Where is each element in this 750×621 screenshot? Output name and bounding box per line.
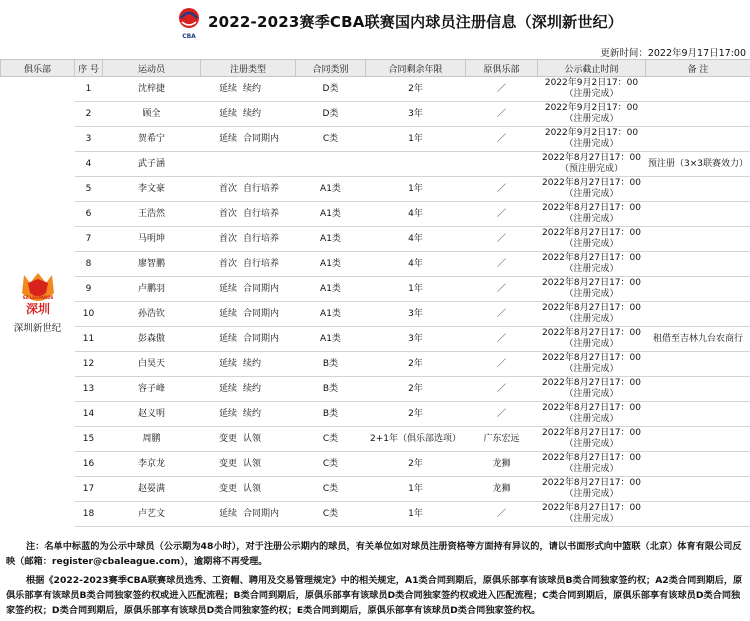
cell-player: 王浩然 [103,202,201,227]
cell-no: 17 [75,477,103,502]
cell-deadline [538,127,646,152]
cell-no: 13 [75,377,103,402]
column-header: 序 号 [75,60,103,77]
cell-remark [646,227,750,252]
page-title: 2022-2023赛季CBA联赛国内球员注册信息（深圳新世纪） [208,13,623,31]
cell-contract: C类 [296,127,366,152]
cell-contract: C类 [296,477,366,502]
cell-contract: C类 [296,427,366,452]
reg-type: 延续 [218,133,237,144]
notes-section [0,539,750,618]
reg-type: 变更 [218,433,237,444]
cell-remark: 预注册（3×3联赛效力） [646,152,750,177]
cell-player: 武子涵 [103,152,201,177]
club-logo-sub: SZ LEOPARDS [22,295,53,301]
cell-remark [646,202,750,227]
cell-years: 2年 [366,402,466,427]
reg-subtype: 自行培养 [243,258,280,269]
cell-deadline [538,77,646,102]
deadline-date: 2022年8月27日17：00 [542,503,641,513]
cell-reg-type [201,452,296,477]
reg-type: 变更 [218,458,237,469]
title-bar [0,0,750,44]
cell-reg-type [201,252,296,277]
cell-player: 李京龙 [103,452,201,477]
cell-player: 马明坤 [103,227,201,252]
cell-prev-club: ／ [466,402,538,427]
cell-no: 12 [75,352,103,377]
column-header: 俱乐部 [1,60,75,77]
reg-type: 延续 [218,308,237,319]
cell-deadline [538,477,646,502]
table-row [1,302,750,327]
cell-years: 3年 [366,102,466,127]
table-header-row [1,60,750,77]
cell-player: 赵晏满 [103,477,201,502]
cell-contract: A1类 [296,227,366,252]
cell-prev-club: ／ [466,102,538,127]
reg-type: 延续 [218,108,237,119]
reg-subtype: 合同期内 [243,133,280,144]
cell-remark [646,127,750,152]
deadline-date: 2022年8月27日17：00 [542,153,641,163]
reg-subtype: 自行培养 [243,183,280,194]
cell-prev-club: ／ [466,302,538,327]
cell-years: 1年 [366,177,466,202]
cell-years: 2年 [366,377,466,402]
cell-remark [646,352,750,377]
column-header: 注册类型 [201,60,296,77]
deadline-status: （注册完成） [564,139,619,149]
cell-years: 2年 [366,352,466,377]
cell-prev-club: ／ [466,127,538,152]
table-row [1,477,750,502]
cell-contract: A1类 [296,327,366,352]
cell-prev-club: ／ [466,202,538,227]
reg-type: 延续 [218,83,237,94]
cell-contract: A1类 [296,302,366,327]
cell-deadline [538,302,646,327]
cell-years: 2年 [366,77,466,102]
cell-years: 4年 [366,202,466,227]
deadline-date: 2022年8月27日17：00 [542,228,641,238]
deadline-date: 2022年8月27日17：00 [542,353,641,363]
cell-prev-club: 广东宏远 [466,427,538,452]
deadline-date: 2022年8月27日17：00 [542,278,641,288]
table-row [1,427,750,452]
reg-subtype: 续约 [243,408,262,419]
cell-deadline [538,202,646,227]
deadline-status: （注册完成） [564,514,619,524]
table-row [1,277,750,302]
cell-player: 贺希宁 [103,127,201,152]
reg-subtype: 续约 [243,108,262,119]
cell-deadline [538,277,646,302]
cell-contract: A1类 [296,177,366,202]
table-row [1,327,750,352]
cell-deadline [538,352,646,377]
cba-logo-text: CBA [182,33,196,40]
cell-deadline [538,452,646,477]
cell-prev-club: 龙狮 [466,477,538,502]
table-row [1,252,750,277]
cell-years [366,152,466,177]
club-logo-text: 深圳 [25,302,50,317]
cell-contract: A1类 [296,277,366,302]
reg-type: 首次 [218,233,237,244]
reg-type: 首次 [218,183,237,194]
cell-prev-club [466,152,538,177]
cell-remark [646,477,750,502]
cell-deadline [538,427,646,452]
cell-deadline [538,177,646,202]
note-regulation: 根据《2022-2023赛季CBA联赛球员选秀、工资帽、聘用及交易管理规定》中的相关规定，A1类合同到期后，原俱乐部享有该球员B类合同独家签约权；A2类合同到期后，原俱乐部享有该球员B类合同独家签约权或进入匹配流程；B类合同到期后，原俱乐部享有该球员D类合同独家签约权或进入匹配流程；C类合同到期后，原俱乐部享有该球员D类合同独家签约权；D类合同到期后，原俱乐部享有该球员D类合同独家签约权；E类合同到期后，原俱乐部享有该球员D类合同独家签约权。 [6,575,743,616]
cell-remark [646,277,750,302]
cell-remark [646,427,750,452]
cell-deadline [538,402,646,427]
cell-deadline [538,227,646,252]
cell-reg-type [201,102,296,127]
deadline-date: 2022年9月2日17：00 [544,103,639,113]
column-header: 备 注 [646,60,750,77]
deadline-status: （注册完成） [564,364,619,374]
cell-player: 周鹏 [103,427,201,452]
table-row [1,227,750,252]
reg-subtype: 续约 [243,358,262,369]
deadline-date: 2022年8月27日17：00 [542,203,641,213]
deadline-date: 2022年8月27日17：00 [542,303,641,313]
cell-player: 赵义明 [103,402,201,427]
deadline-status: （注册完成） [564,264,619,274]
cell-years: 3年 [366,327,466,352]
cell-years: 2年 [366,452,466,477]
column-header: 原俱乐部 [466,60,538,77]
cell-reg-type [201,277,296,302]
cell-years: 3年 [366,302,466,327]
deadline-date: 2022年8月27日17：00 [542,478,641,488]
cell-contract: A1类 [296,202,366,227]
cell-prev-club: ／ [466,77,538,102]
cell-player: 卢鹏羽 [103,277,201,302]
deadline-date: 2022年8月27日17：00 [542,328,641,338]
cell-no: 14 [75,402,103,427]
club-logo-icon [14,269,62,317]
reg-subtype: 合同期内 [243,508,280,519]
cell-years: 1年 [366,477,466,502]
cell-reg-type [201,177,296,202]
cell-prev-club: ／ [466,227,538,252]
cell-reg-type [201,477,296,502]
cell-reg-type [201,402,296,427]
cell-contract: B类 [296,352,366,377]
deadline-status: （注册完成） [564,464,619,474]
cba-logo-icon [177,6,201,40]
club-name: 深圳新世纪 [13,323,62,335]
reg-subtype: 续约 [243,83,262,94]
table-body [1,77,750,527]
cell-reg-type [201,327,296,352]
deadline-status: （注册完成） [564,114,619,124]
cell-prev-club: ／ [466,177,538,202]
cell-remark [646,252,750,277]
deadline-status: （注册完成） [564,214,619,224]
cell-contract: B类 [296,402,366,427]
cell-remark [646,302,750,327]
cell-prev-club: ／ [466,502,538,527]
deadline-date: 2022年8月27日17：00 [542,453,641,463]
column-header: 公示截止时间 [538,60,646,77]
deadline-status: （注册完成） [564,89,619,99]
cell-deadline [538,502,646,527]
reg-type: 延续 [218,408,237,419]
cell-reg-type [201,427,296,452]
cell-years: 2+1年（俱乐部选项） [366,427,466,452]
reg-subtype: 合同期内 [243,333,280,344]
deadline-date: 2022年8月27日17：00 [542,253,641,263]
cell-no: 18 [75,502,103,527]
cell-remark [646,102,750,127]
cell-contract: C类 [296,502,366,527]
cell-player: 容子峰 [103,377,201,402]
table-row [1,202,750,227]
cell-no: 16 [75,452,103,477]
cell-prev-club: ／ [466,277,538,302]
table-row [1,77,750,102]
cell-contract: B类 [296,377,366,402]
cell-years: 4年 [366,227,466,252]
cell-no: 5 [75,177,103,202]
reg-type: 首次 [218,258,237,269]
cell-years: 1年 [366,502,466,527]
registration-table [0,59,750,527]
deadline-status: （预注册完成） [559,164,623,174]
cell-player: 顾全 [103,102,201,127]
cell-no: 10 [75,302,103,327]
cell-remark [646,452,750,477]
cell-deadline [538,252,646,277]
reg-type: 延续 [218,383,237,394]
reg-subtype: 合同期内 [243,308,280,319]
cell-no: 4 [75,152,103,177]
cell-contract: D类 [296,77,366,102]
table-row [1,102,750,127]
cell-remark [646,377,750,402]
cell-reg-type [201,127,296,152]
table-row [1,152,750,177]
note-disclaimer: 注：名单中标蓝的为公示中球员（公示期为48小时），对于注册公示期内的球员，有关单位如对球员注册资格等方面持有异议的，请以书面形式向中篮联（北京）体育有限公司反映（邮箱：register@cbaleague.com），逾期将不再受理。 [6,541,742,567]
cell-player: 沈梓捷 [103,77,201,102]
cell-reg-type [201,152,296,177]
update-time: 更新时间：2022年9月17日17:00 [600,48,746,59]
reg-type: 延续 [218,283,237,294]
cell-deadline [538,377,646,402]
cell-no: 6 [75,202,103,227]
cell-no: 7 [75,227,103,252]
deadline-status: （注册完成） [564,389,619,399]
cell-prev-club: ／ [466,327,538,352]
cell-player: 彭森傲 [103,327,201,352]
cell-remark: 租借至吉林九台农商行 [646,327,750,352]
cell-contract [296,152,366,177]
cell-reg-type [201,202,296,227]
cell-reg-type [201,502,296,527]
cell-reg-type [201,377,296,402]
table-row [1,502,750,527]
reg-subtype: 自行培养 [243,208,280,219]
deadline-status: （注册完成） [564,439,619,449]
cell-no: 2 [75,102,103,127]
cell-prev-club: 龙狮 [466,452,538,477]
cell-prev-club: ／ [466,377,538,402]
cell-remark [646,177,750,202]
table-row [1,452,750,477]
cell-no: 11 [75,327,103,352]
reg-subtype: 合同期内 [243,283,280,294]
deadline-status: （注册完成） [564,189,619,199]
cell-player: 卢艺文 [103,502,201,527]
deadline-status: （注册完成） [564,239,619,249]
cell-contract: D类 [296,102,366,127]
cell-deadline [538,102,646,127]
cell-remark [646,77,750,102]
cell-player: 孙浩钦 [103,302,201,327]
column-header: 合同类别 [296,60,366,77]
deadline-date: 2022年8月27日17：00 [542,178,641,188]
reg-type: 首次 [218,208,237,219]
reg-subtype: 认领 [243,433,262,444]
cell-no: 15 [75,427,103,452]
cell-years: 1年 [366,127,466,152]
cell-no: 8 [75,252,103,277]
reg-subtype: 自行培养 [243,233,280,244]
deadline-date: 2022年9月2日17：00 [544,128,639,138]
table-row [1,377,750,402]
cell-prev-club: ／ [466,352,538,377]
cell-player: 廖智鹏 [103,252,201,277]
cell-deadline [538,327,646,352]
cell-reg-type [201,352,296,377]
table-row [1,352,750,377]
cell-contract: A1类 [296,252,366,277]
column-header: 合同剩余年限 [366,60,466,77]
cell-years: 4年 [366,252,466,277]
cell-contract: C类 [296,452,366,477]
cell-prev-club: ／ [466,252,538,277]
reg-type: 延续 [218,333,237,344]
cell-no: 9 [75,277,103,302]
club-cell [1,77,75,527]
deadline-status: （注册完成） [564,314,619,324]
cell-remark [646,502,750,527]
table-row [1,402,750,427]
deadline-status: （注册完成） [564,289,619,299]
cell-deadline [538,152,646,177]
deadline-date: 2022年9月2日17：00 [544,78,639,88]
reg-type: 延续 [218,358,237,369]
cell-player: 白昊天 [103,352,201,377]
cell-reg-type [201,77,296,102]
reg-type: 变更 [218,483,237,494]
cell-no: 3 [75,127,103,152]
deadline-date: 2022年8月27日17：00 [542,403,641,413]
reg-subtype: 续约 [243,383,262,394]
cell-player: 李文豪 [103,177,201,202]
deadline-status: （注册完成） [564,414,619,424]
deadline-date: 2022年8月27日17：00 [542,378,641,388]
table-row [1,177,750,202]
cell-remark [646,402,750,427]
reg-subtype: 认领 [243,483,262,494]
deadline-status: （注册完成） [564,339,619,349]
cell-reg-type [201,302,296,327]
table-row [1,127,750,152]
cell-years: 1年 [366,277,466,302]
reg-subtype: 认领 [243,458,262,469]
reg-type: 延续 [218,508,237,519]
column-header: 运动员 [103,60,201,77]
cell-no: 1 [75,77,103,102]
deadline-status: （注册完成） [564,489,619,499]
deadline-date: 2022年8月27日17：00 [542,428,641,438]
cell-reg-type [201,227,296,252]
